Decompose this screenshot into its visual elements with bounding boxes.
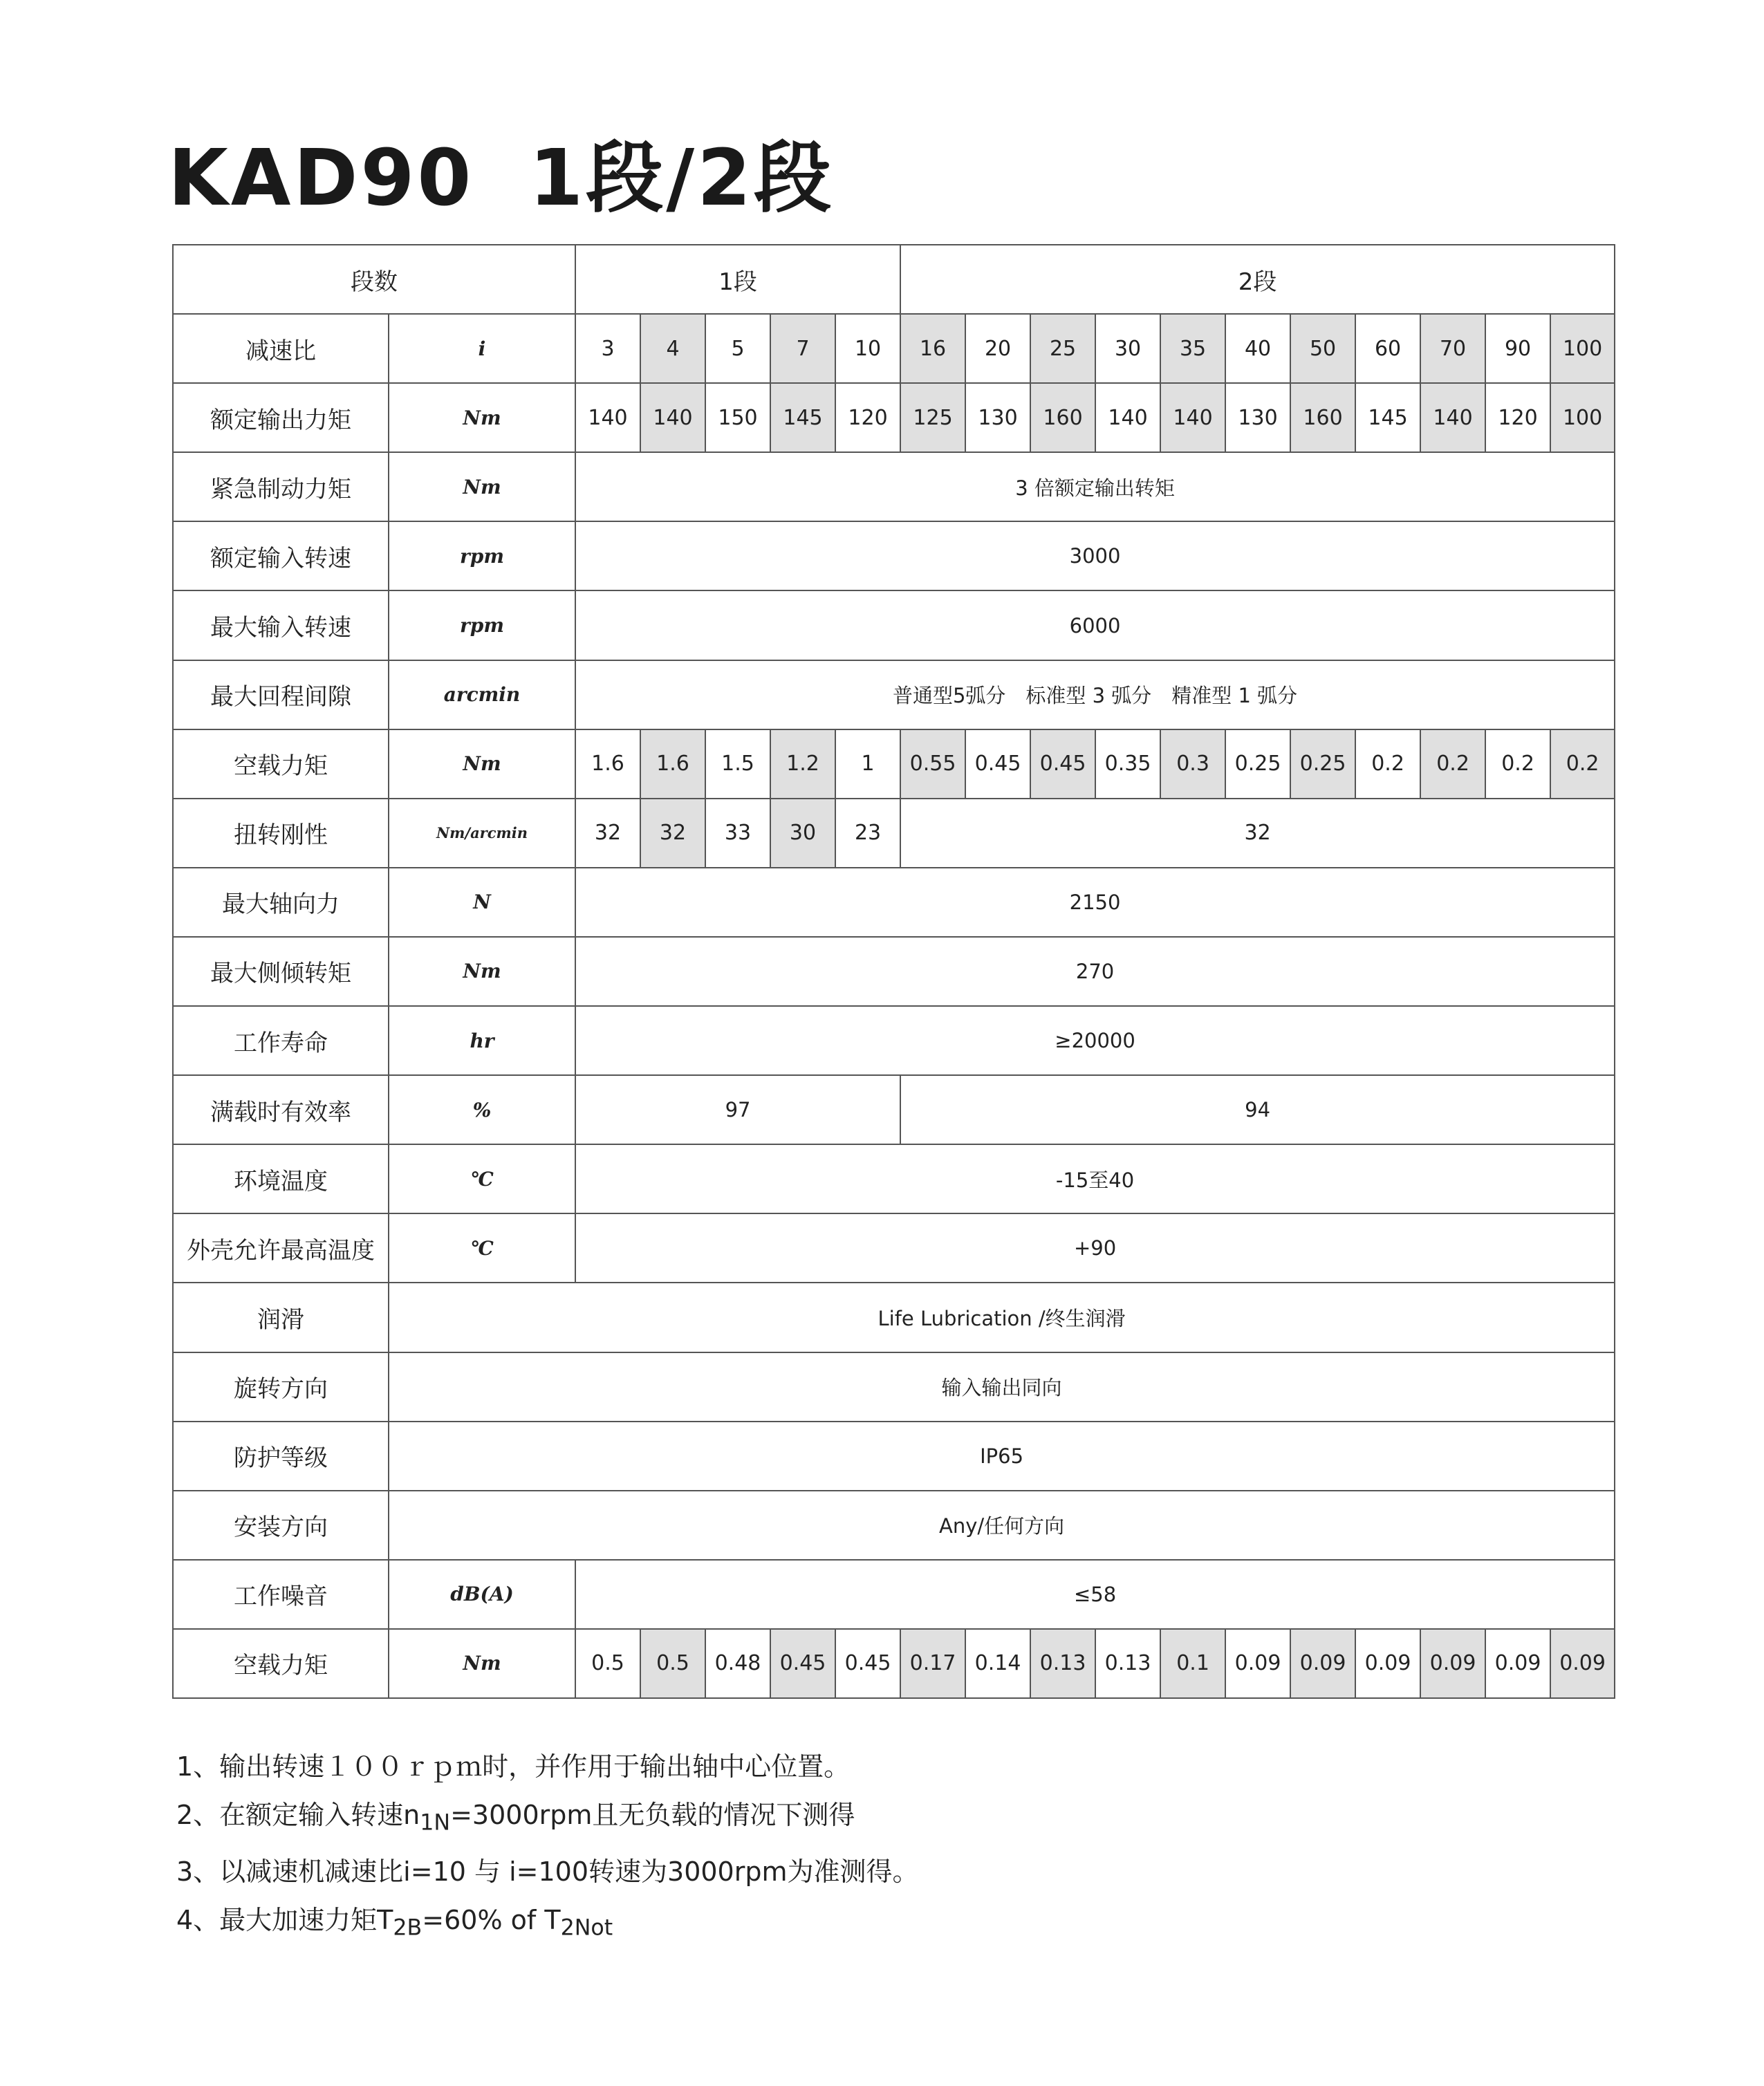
no-load-torque-2-cell: 0.09 — [1550, 1629, 1615, 1698]
ratio-label: 减速比 — [173, 314, 389, 383]
no-load-torque-2-cell: 0.13 — [1095, 1629, 1160, 1698]
efficiency-stage1: 97 — [575, 1075, 900, 1144]
page-title — [168, 123, 834, 234]
ratio-unit: i — [389, 314, 575, 383]
max-axial-force-unit: N — [389, 868, 575, 937]
rated-torque-cell: 160 — [1030, 383, 1095, 452]
no-load-torque-cell: 1 — [835, 729, 900, 799]
no-load-torque-label: 空载力矩 — [173, 729, 389, 799]
row-max-input-speed — [173, 590, 1615, 660]
noise-value: ≤58 — [575, 1560, 1615, 1629]
rated-torque-cell: 145 — [770, 383, 835, 452]
torsional-rigidity-cell: 23 — [835, 799, 900, 868]
rated-torque-cell: 140 — [1420, 383, 1485, 452]
ambient-temp-value: -15至40 — [575, 1144, 1615, 1213]
ratio-cell: 4 — [640, 314, 705, 383]
row-max-tilting-moment — [173, 937, 1615, 1006]
no-load-torque-2-cell: 0.17 — [900, 1629, 965, 1698]
no-load-torque-cell: 0.2 — [1420, 729, 1485, 799]
no-load-torque-cell: 0.2 — [1355, 729, 1420, 799]
protection-label: 防护等级 — [173, 1422, 389, 1491]
rated-torque-cell: 150 — [705, 383, 770, 452]
row-max-housing-temp — [173, 1213, 1615, 1283]
no-load-torque-cell: 0.2 — [1485, 729, 1550, 799]
rotation-value: 输入输出同向 — [389, 1352, 1615, 1422]
ratio-cell: 16 — [900, 314, 965, 383]
footnote-4-subscript-2: 2Not — [560, 1915, 613, 1941]
row-protection — [173, 1422, 1615, 1491]
rated-torque-cell: 140 — [640, 383, 705, 452]
max-housing-temp-value: +90 — [575, 1213, 1615, 1283]
torsional-rigidity-stage2: 32 — [900, 799, 1615, 868]
ratio-cell: 60 — [1355, 314, 1420, 383]
rated-torque-cell: 130 — [965, 383, 1030, 452]
row-rotation — [173, 1352, 1615, 1422]
no-load-torque-2-cell: 0.09 — [1225, 1629, 1290, 1698]
max-input-speed-value: 6000 — [575, 590, 1615, 660]
max-housing-temp-unit: ℃ — [389, 1213, 575, 1283]
rated-torque-unit: Nm — [389, 383, 575, 452]
row-no-load-torque-2 — [173, 1629, 1615, 1698]
mounting-label: 安装方向 — [173, 1491, 389, 1560]
row-ratio — [173, 314, 1615, 383]
row-no-load-torque — [173, 729, 1615, 799]
ratio-cell: 25 — [1030, 314, 1095, 383]
ratio-cell: 10 — [835, 314, 900, 383]
ratio-cell: 50 — [1290, 314, 1355, 383]
ratio-cell: 100 — [1550, 314, 1615, 383]
footnote-2-rest: =3000rpm且无负载的情况下测得 — [450, 1800, 855, 1830]
rated-input-speed-unit: rpm — [389, 521, 575, 590]
service-life-unit: hr — [389, 1006, 575, 1075]
torsional-rigidity-unit: Nm/arcmin — [389, 799, 575, 868]
model-name: KAD90 — [168, 133, 474, 223]
footnote-2 — [176, 1791, 918, 1847]
rated-torque-cell: 140 — [575, 383, 640, 452]
no-load-torque-cell: 0.2 — [1550, 729, 1615, 799]
max-axial-force-value: 2150 — [575, 868, 1615, 937]
no-load-torque-cell: 0.45 — [1030, 729, 1095, 799]
no-load-torque-cell: 1.6 — [575, 729, 640, 799]
row-backlash — [173, 660, 1615, 729]
backlash-value: 普通型5弧分 标准型 3 弧分 精准型 1 弧分 — [575, 660, 1615, 729]
emergency-torque-unit: Nm — [389, 452, 575, 521]
rated-torque-cell: 125 — [900, 383, 965, 452]
ratio-cell: 35 — [1160, 314, 1225, 383]
efficiency-stage2: 94 — [900, 1075, 1615, 1144]
rated-input-speed-label: 额定输入转速 — [173, 521, 389, 590]
no-load-torque-cell: 0.3 — [1160, 729, 1225, 799]
max-tilting-moment-label: 最大侧倾转矩 — [173, 937, 389, 1006]
ratio-cell: 90 — [1485, 314, 1550, 383]
efficiency-label: 满载时有效率 — [173, 1075, 389, 1144]
no-load-torque-2-cell: 0.48 — [705, 1629, 770, 1698]
protection-value: IP65 — [389, 1422, 1615, 1491]
rated-torque-cell: 145 — [1355, 383, 1420, 452]
footnote-2-subscript: 1N — [420, 1810, 451, 1836]
rated-torque-cell: 120 — [1485, 383, 1550, 452]
torsional-rigidity-cell: 30 — [770, 799, 835, 868]
row-mounting — [173, 1491, 1615, 1560]
rated-torque-cell: 130 — [1225, 383, 1290, 452]
no-load-torque-cell: 0.55 — [900, 729, 965, 799]
emergency-torque-value: 3 倍额定输出转矩 — [575, 452, 1615, 521]
rated-torque-cell: 140 — [1160, 383, 1225, 452]
no-load-torque-cell: 0.45 — [965, 729, 1030, 799]
no-load-torque-2-unit: Nm — [389, 1629, 575, 1698]
max-input-speed-label: 最大输入转速 — [173, 590, 389, 660]
footnote-1: 1、输出转速１００ｒｐｍ时，并作用于输出轴中心位置。 — [176, 1751, 851, 1782]
footnote-4 — [176, 1896, 918, 1953]
no-load-torque-2-cell: 0.14 — [965, 1629, 1030, 1698]
ratio-cell: 40 — [1225, 314, 1290, 383]
max-tilting-moment-unit: Nm — [389, 937, 575, 1006]
noise-unit: dB(A) — [389, 1560, 575, 1629]
no-load-torque-unit: Nm — [389, 729, 575, 799]
max-tilting-moment-value: 270 — [575, 937, 1615, 1006]
no-load-torque-2-cell: 0.09 — [1420, 1629, 1485, 1698]
footnotes — [176, 1742, 918, 1952]
stage2-header: 2段 — [900, 245, 1615, 314]
backlash-label: 最大回程间隙 — [173, 660, 389, 729]
torsional-rigidity-cell: 33 — [705, 799, 770, 868]
rotation-label: 旋转方向 — [173, 1352, 389, 1422]
service-life-label: 工作寿命 — [173, 1006, 389, 1075]
lubrication-label: 润滑 — [173, 1283, 389, 1352]
row-rated-input-speed — [173, 521, 1615, 590]
row-service-life — [173, 1006, 1615, 1075]
ratio-cell: 7 — [770, 314, 835, 383]
torsional-rigidity-cell: 32 — [640, 799, 705, 868]
no-load-torque-cell: 0.25 — [1225, 729, 1290, 799]
no-load-torque-cell: 0.25 — [1290, 729, 1355, 799]
rated-input-speed-value: 3000 — [575, 521, 1615, 590]
no-load-torque-2-cell: 0.1 — [1160, 1629, 1225, 1698]
row-max-axial-force — [173, 868, 1615, 937]
ratio-cell: 3 — [575, 314, 640, 383]
stage1-header: 1段 — [575, 245, 900, 314]
footnote-4-text: 4、最大加速力矩T — [176, 1904, 393, 1935]
noise-label: 工作噪音 — [173, 1560, 389, 1629]
no-load-torque-cell: 0.35 — [1095, 729, 1160, 799]
torsional-rigidity-label: 扭转刚性 — [173, 799, 389, 868]
ratio-cell: 5 — [705, 314, 770, 383]
row-torsional-rigidity — [173, 799, 1615, 868]
max-input-speed-unit: rpm — [389, 590, 575, 660]
row-efficiency — [173, 1075, 1615, 1144]
no-load-torque-2-cell: 0.09 — [1355, 1629, 1420, 1698]
rated-torque-cell: 140 — [1095, 383, 1160, 452]
no-load-torque-2-cell: 0.5 — [640, 1629, 705, 1698]
row-lubrication — [173, 1283, 1615, 1352]
no-load-torque-2-cell: 0.13 — [1030, 1629, 1095, 1698]
no-load-torque-2-cell: 0.45 — [835, 1629, 900, 1698]
no-load-torque-cell: 1.5 — [705, 729, 770, 799]
row-rated-torque — [173, 383, 1615, 452]
max-housing-temp-label: 外壳允许最高温度 — [173, 1213, 389, 1283]
rated-torque-cell: 160 — [1290, 383, 1355, 452]
ambient-temp-label: 环境温度 — [173, 1144, 389, 1213]
no-load-torque-2-label: 空载力矩 — [173, 1629, 389, 1698]
footnote-2-text: 2、在额定输入转速n — [176, 1800, 420, 1830]
row-noise — [173, 1560, 1615, 1629]
efficiency-unit: % — [389, 1075, 575, 1144]
max-axial-force-label: 最大轴向力 — [173, 868, 389, 937]
no-load-torque-2-cell: 0.09 — [1290, 1629, 1355, 1698]
ratio-cell: 20 — [965, 314, 1030, 383]
service-life-value: ≥20000 — [575, 1006, 1615, 1075]
no-load-torque-2-cell: 0.5 — [575, 1629, 640, 1698]
row-emergency-torque — [173, 452, 1615, 521]
stage-title: 1段/2段 — [529, 133, 835, 223]
no-load-torque-cell: 1.2 — [770, 729, 835, 799]
no-load-torque-2-cell: 0.45 — [770, 1629, 835, 1698]
rated-torque-cell: 100 — [1550, 383, 1615, 452]
ratio-cell: 70 — [1420, 314, 1485, 383]
rated-torque-cell: 120 — [835, 383, 900, 452]
torsional-rigidity-cell: 32 — [575, 799, 640, 868]
rated-torque-label: 额定输出力矩 — [173, 383, 389, 452]
spec-table — [172, 244, 1615, 1699]
no-load-torque-cell: 1.6 — [640, 729, 705, 799]
footnote-4-mid: =60% of T — [422, 1904, 561, 1935]
footnote-4-subscript: 2B — [393, 1915, 423, 1941]
ratio-cell: 30 — [1095, 314, 1160, 383]
ambient-temp-unit: ℃ — [389, 1144, 575, 1213]
backlash-unit: arcmin — [389, 660, 575, 729]
footnote-3: 3、以减速机减速比i=10 与 i=100转速为3000rpm为准测得。 — [176, 1856, 919, 1887]
row-stages — [173, 245, 1615, 314]
no-load-torque-2-cell: 0.09 — [1485, 1629, 1550, 1698]
emergency-torque-label: 紧急制动力矩 — [173, 452, 389, 521]
row-ambient-temp — [173, 1144, 1615, 1213]
stages-label: 段数 — [173, 245, 575, 314]
lubrication-value: Life Lubrication /终生润滑 — [389, 1283, 1615, 1352]
mounting-value: Any/任何方向 — [389, 1491, 1615, 1560]
